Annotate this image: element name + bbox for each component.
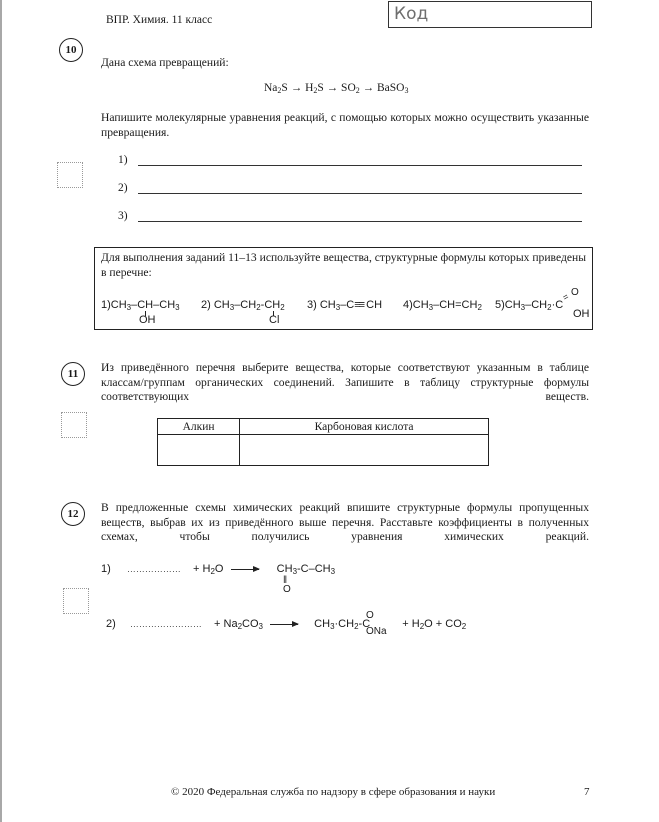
info-box-text: Для выполнения заданий 11–13 используйте вещества, структурные формулы которых приведены в перечне: — [101, 251, 586, 279]
arrow-icon: → — [362, 82, 375, 94]
task11-instruction: Из приведённого перечня выберите вещества, которые соответствуют указанным в таблице классам/группам органических соединений. Запишите в таблицу структурные формулы соответствующих веществ. — [101, 361, 589, 404]
substance-5: $5)CH_3-CH_2\cdot C$ — [495, 299, 564, 312]
arrow-icon: → — [326, 82, 339, 94]
reaction-arrow-icon — [231, 569, 259, 570]
answer-row-3[interactable] — [118, 209, 582, 222]
reaction-2: 2) …………………… + $Na_2CO_3$ $CH_3\cdot CH_2-C + H_2O + CO_2$ — [106, 618, 467, 631]
score-box-12 — [63, 588, 89, 614]
carboxylate-oxygen: O — [366, 610, 374, 621]
substance-1: $1)CH_3-CH-CH_3$ — [101, 299, 180, 312]
blank-field[interactable]: ……………… — [126, 564, 181, 574]
task10-intro: Дана схема превращений: — [101, 56, 229, 69]
task-number-12: 12 — [61, 502, 85, 526]
score-box-10 — [57, 162, 83, 188]
score-box-11 — [61, 412, 87, 438]
answer-line[interactable] — [138, 209, 582, 222]
header-title: ВПР. Химия. 11 класс — [106, 14, 213, 26]
task-number-10: 10 — [59, 38, 83, 62]
reaction-arrow-icon — [270, 624, 298, 625]
substance-5-oh: OH — [573, 308, 590, 320]
substance-2: 2) $CH_3-CH_2-CH_2$ — [201, 299, 285, 312]
answer-label: 3) — [118, 210, 128, 222]
code-field[interactable]: Код — [388, 1, 592, 28]
answer-line[interactable] — [138, 153, 582, 166]
page-number: 7 — [584, 786, 590, 798]
answer-cell-alkyne[interactable] — [158, 435, 240, 466]
task-number-11: 11 — [61, 362, 85, 386]
substance-4: $4)CH_3-CH=CH_2$ — [403, 299, 482, 312]
carbonyl-oxygen: ‖ O — [283, 575, 291, 595]
substance-5-oxygen: O — [571, 287, 579, 298]
bond: = — [560, 291, 571, 303]
answer-label: 2) — [118, 182, 128, 194]
substance-3: 3) $CH_3-C\equiv\equiv$ CH — [307, 299, 383, 312]
answer-cell-carboxylic-acid[interactable] — [240, 435, 489, 466]
task12-instruction: В предложенные схемы химических реакций впишите структурные формулы пропущенных веществ, выбрав их из приведённого выше перечня. Расставьте коэффициенты в полученных схемах, чтобы получились уравнения химических реакций. — [101, 501, 589, 544]
substance-1-branch: OH — [139, 314, 156, 326]
reaction-1: 1) ……………… + $H_2O$ $CH_3-C-CH_3$ — [101, 563, 336, 576]
answer-row-1[interactable] — [118, 153, 582, 166]
blank-field[interactable]: …………………… — [129, 619, 202, 629]
answer-line[interactable] — [138, 181, 582, 194]
reaction-label: 2) — [106, 618, 116, 630]
page-left-edge — [0, 0, 2, 822]
arrow-icon: → — [290, 82, 303, 94]
column-header-carboxylic-acid: Карбоновая кислота — [240, 419, 489, 435]
answer-table — [157, 418, 489, 466]
carboxylate-ona: ONa — [366, 626, 387, 637]
reaction-label: 1) — [101, 563, 111, 575]
answer-row-2[interactable] — [118, 181, 582, 194]
task10-instruction: Напишите молекулярные уравнения реакций, с помощью которых можно осуществить указанные превращения. — [101, 111, 589, 139]
task10-scheme: $Na_2S \to H_2S \to SO_2$ → BaSO$_3$ — [264, 82, 409, 95]
answer-label: 1) — [118, 154, 128, 166]
footer-copyright: © 2020 Федеральная служба по надзору в сфере образования и науки — [171, 786, 496, 798]
column-header-alkyne: Алкин — [158, 419, 240, 435]
substance-2-branch: Cl — [269, 314, 280, 326]
substances-info-box — [94, 247, 593, 330]
